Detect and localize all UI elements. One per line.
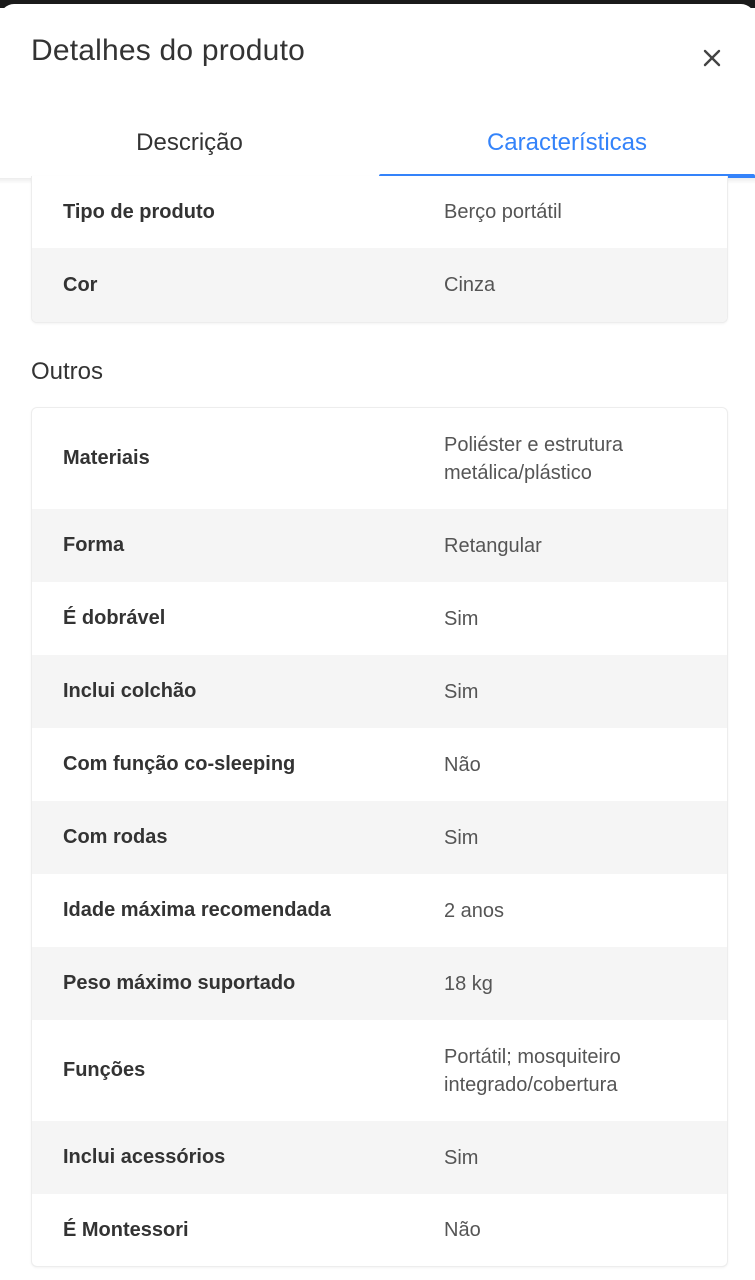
- spec-label: Tipo de produto: [63, 200, 215, 223]
- tabs: [0, 108, 755, 178]
- table-row: [32, 1194, 727, 1266]
- tab-caracteristicas[interactable]: [379, 108, 755, 178]
- spec-value: Não: [444, 753, 481, 776]
- table-row: [32, 176, 727, 248]
- table-row: [32, 248, 727, 322]
- table-row: [32, 947, 727, 1020]
- spec-value: Cinza: [444, 274, 496, 296]
- table-row: [32, 1121, 727, 1194]
- table-row: [32, 655, 727, 728]
- spec-label: É dobrável: [63, 607, 166, 629]
- close-icon: [692, 38, 732, 78]
- spec-value: 18 kg: [444, 972, 493, 995]
- spec-label: Cor: [63, 273, 98, 296]
- spec-value: Portátil; mosquiteiro integrado/cobertura: [444, 1045, 621, 1096]
- spec-value: Sim: [444, 1146, 479, 1169]
- spec-label: Inclui colchão: [63, 680, 197, 702]
- main-specs-table: [31, 176, 728, 323]
- spec-label: É Montessori: [63, 1218, 189, 1241]
- sheet-header: [0, 4, 755, 108]
- page-title: Detalhes do produto: [31, 34, 305, 67]
- spec-label: Funções: [63, 1059, 146, 1081]
- spec-label: Peso máximo suportado: [63, 972, 296, 994]
- spec-value: Não: [444, 1219, 481, 1241]
- spec-label: Idade máxima recomendada: [63, 899, 331, 921]
- table-row: [32, 509, 727, 582]
- spec-value: Sim: [444, 607, 479, 630]
- spec-value: Sim: [444, 826, 479, 849]
- table-row: [32, 582, 727, 655]
- spec-label: Materiais: [63, 447, 150, 469]
- spec-value: Sim: [444, 680, 479, 703]
- others-specs-table: [31, 407, 728, 1267]
- spec-label: Com rodas: [63, 826, 168, 848]
- table-row: [32, 874, 727, 947]
- spec-value: Retangular: [444, 534, 542, 557]
- tab-label: Descrição: [136, 129, 243, 156]
- table-row: [32, 728, 727, 801]
- spec-label: Forma: [63, 534, 125, 556]
- spec-value: Poliéster e estrutura metálica/plástico: [444, 433, 623, 484]
- spec-label: Com função co-sleeping: [63, 753, 296, 775]
- spec-value: 2 anos: [444, 899, 505, 922]
- close-button[interactable]: [692, 38, 732, 78]
- tab-descricao[interactable]: [0, 108, 379, 178]
- table-row: [32, 801, 727, 874]
- table-row: [32, 408, 727, 509]
- table-row: [32, 1020, 727, 1121]
- tab-label: Características: [486, 129, 648, 156]
- section-title-outros: Outros: [31, 358, 104, 385]
- spec-label: Inclui acessórios: [63, 1146, 226, 1168]
- product-details-sheet: [0, 4, 755, 1280]
- spec-value: Berço portátil: [444, 201, 562, 223]
